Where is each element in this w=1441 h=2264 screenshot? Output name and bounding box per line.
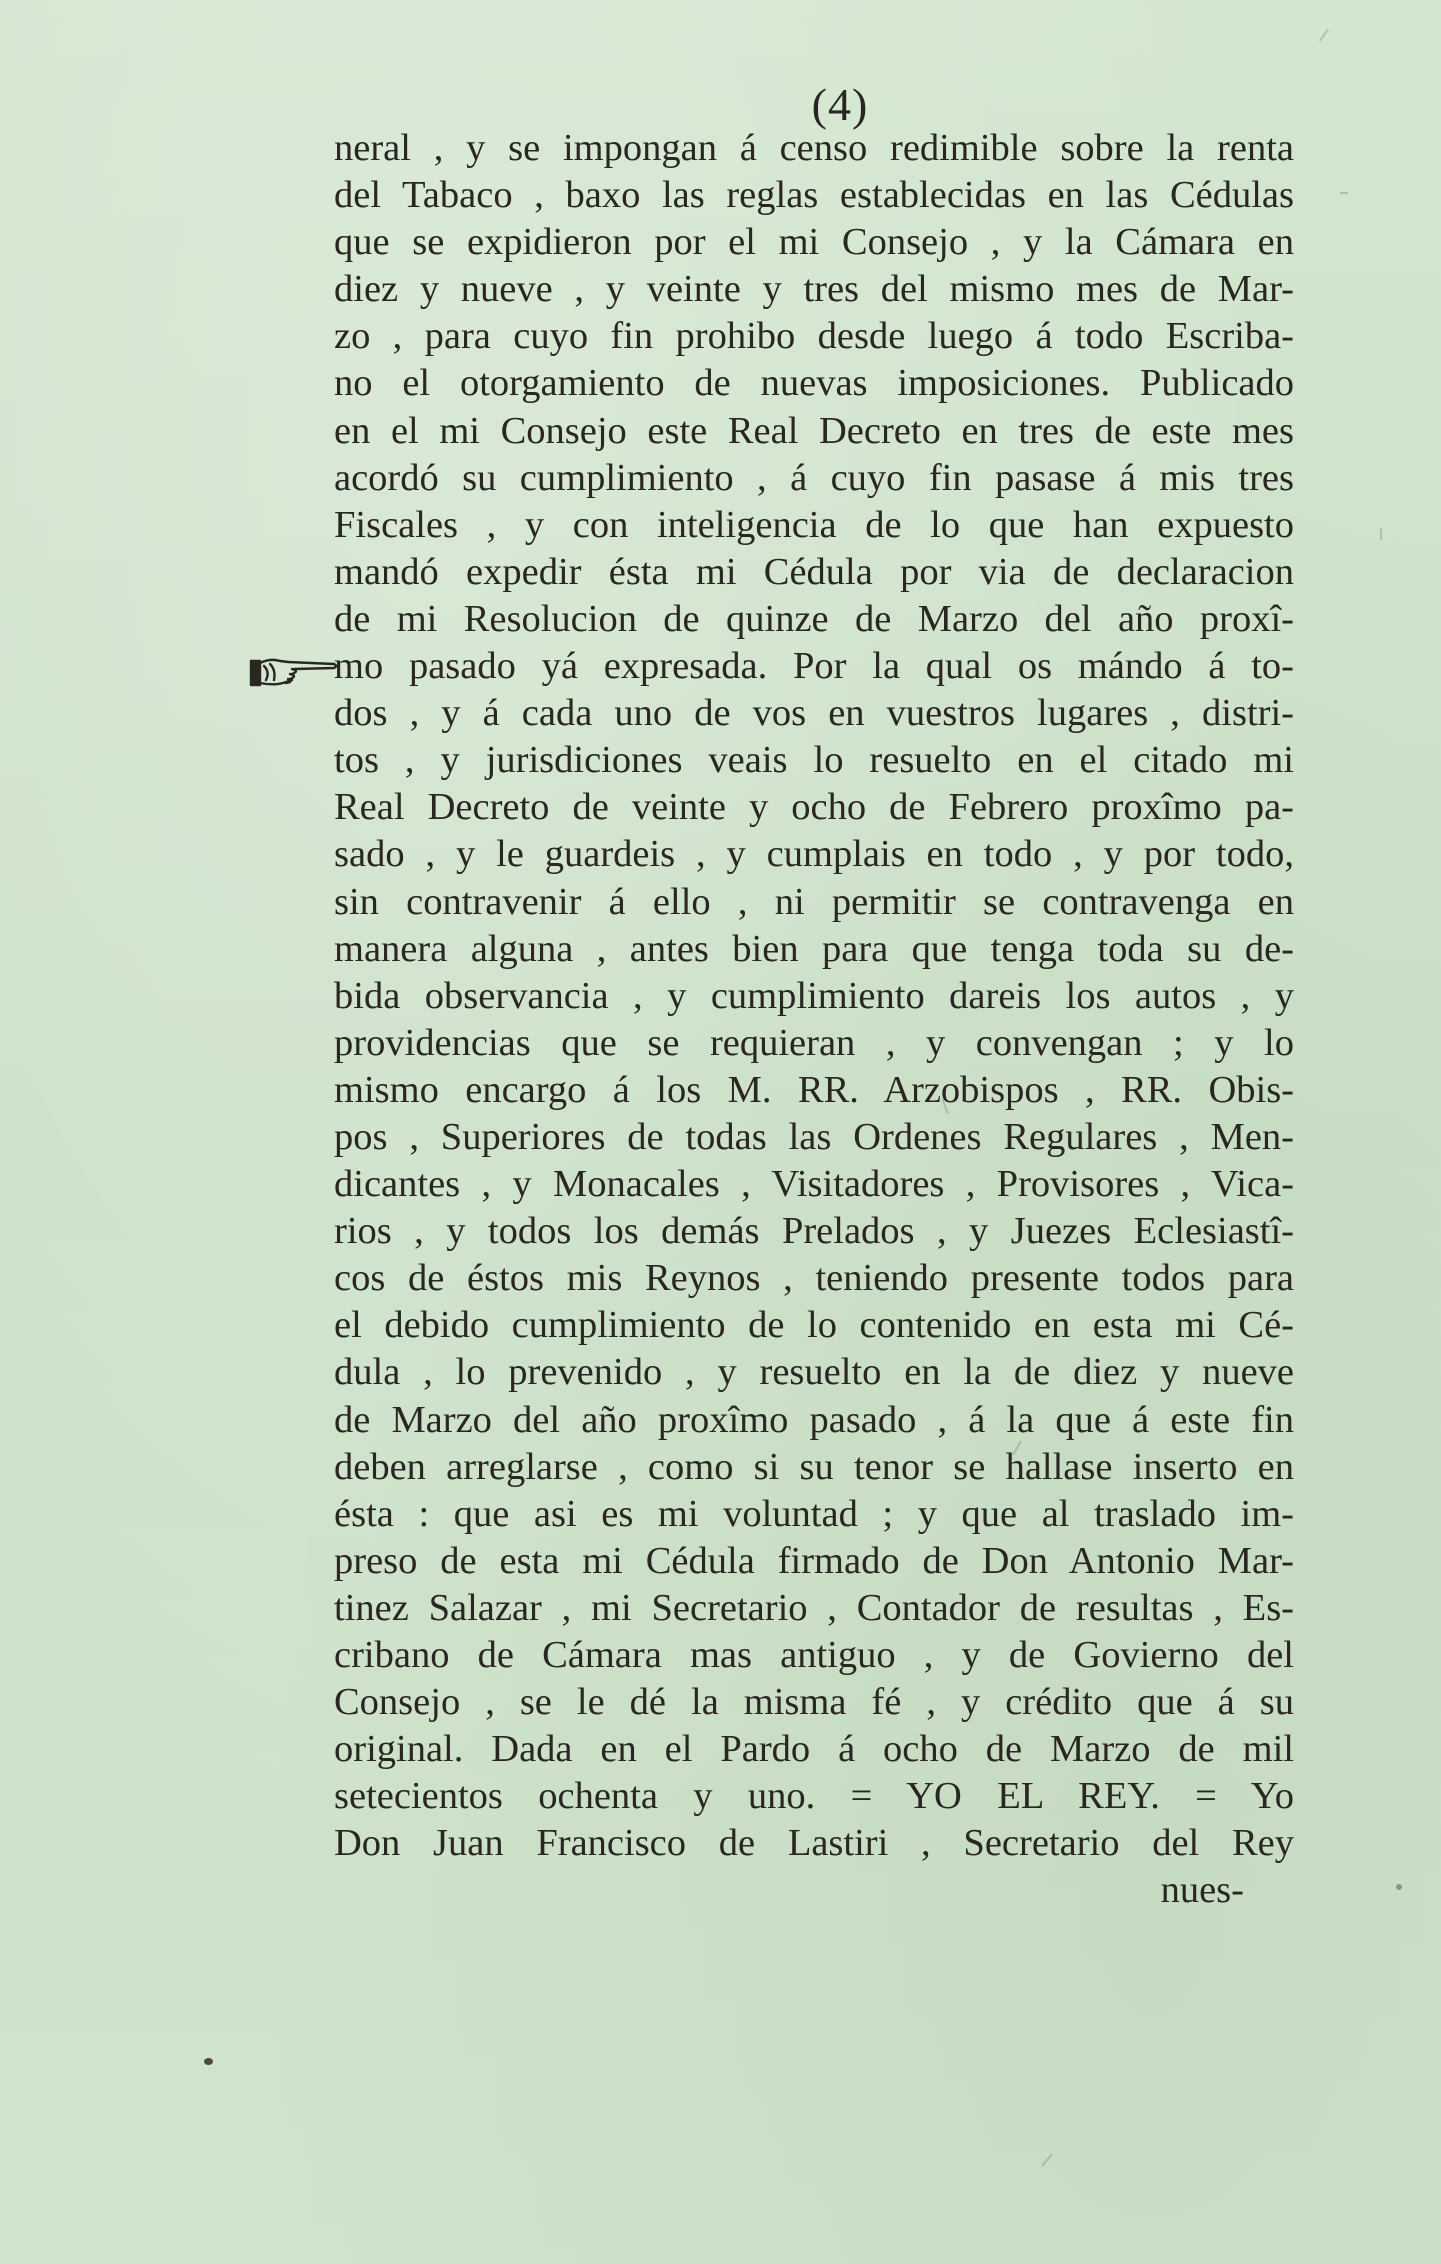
text-line: de Marzo del año proxîmo pasado , á la que á este fin <box>334 1398 1294 1441</box>
text-line: acordó su cumplimiento , á cuyo fin pasase á mis tres <box>334 456 1294 499</box>
text-line: pos , Superiores de todas las Ordenes Regulares , Men- <box>334 1115 1294 1158</box>
text-line: diez y nueve , y veinte y tres del mismo mes de Mar- <box>334 268 1294 311</box>
text-line: tos , y jurisdiciones veais lo resuelto en el citado mi <box>334 739 1294 782</box>
text-line: deben arreglarse , como si su tenor se hallase inserto en <box>334 1445 1294 1488</box>
text-line: tinez Salazar , mi Secretario , Contador de resultas , Es- <box>334 1586 1294 1629</box>
text-line: dicantes , y Monacales , Visitadores , Provisores , Vica- <box>334 1163 1294 1206</box>
text-line: el debido cumplimiento de lo contenido en esta mi Cé- <box>334 1304 1294 1347</box>
text-line: cribano de Cámara mas antiguo , y de Govierno del <box>334 1634 1294 1676</box>
paper-blemish <box>1340 192 1348 194</box>
text-line: zo , para cuyo fin prohibo desde luego á todo Escriba- <box>334 315 1294 358</box>
text-line: sado , y le guardeis , y cumplais en todo , y por todo, <box>334 833 1294 876</box>
text-line: mismo encargo á los M. RR. Arzobispos , RR. Obis- <box>334 1068 1294 1111</box>
paper-blemish <box>1041 2153 1053 2167</box>
page-number: (4) <box>811 79 869 130</box>
text-line: mandó expedir ésta mi Cédula por via de declaracion <box>334 550 1294 593</box>
text-line: del Tabaco , baxo las reglas establecidas en las Cédulas <box>334 174 1294 217</box>
paper-blemish <box>1396 1884 1402 1890</box>
text-line: setecientos ochenta y uno. = YO EL REY. = Yo <box>334 1775 1294 1818</box>
text-line: neral , y se impongan á censo redimible sobre la renta <box>334 127 1294 169</box>
text-line: providencias que se requieran , y convengan ; y lo <box>334 1021 1294 1064</box>
catchword: nues- <box>1160 1869 1244 1912</box>
text-line: Consejo , se le dé la misma fé , y crédito que á su <box>334 1681 1294 1724</box>
text-line: sin contravenir á ello , ni permitir se contravenga en <box>334 880 1294 923</box>
text-line: original. Dada en el Pardo á ocho de Marzo de mil <box>334 1728 1294 1771</box>
text-line: dos , y á cada uno de vos en vuestros lugares , distri- <box>334 692 1294 735</box>
text-line: Fiscales , y con inteligencia de lo que han expuesto <box>334 503 1294 546</box>
text-line: no el otorgamiento de nuevas imposiciones. Publicado <box>334 362 1294 405</box>
text-line: preso de esta mi Cédula firmado de Don Antonio Mar- <box>334 1539 1294 1582</box>
text-line: en el mi Consejo este Real Decreto en tres de este mes <box>334 409 1294 452</box>
text-line: Don Juan Francisco de Lastiri , Secretario del Rey <box>334 1822 1294 1865</box>
text-line: manera alguna , antes bien para que tenga toda su de- <box>334 927 1294 970</box>
body-text <box>334 125 1294 1915</box>
text-line: que se expidieron por el mi Consejo , y la Cámara en <box>334 221 1294 264</box>
paper-blemish <box>1319 29 1329 42</box>
pointing-hand-icon <box>248 652 340 692</box>
text-line: ésta : que asi es mi voluntad ; y que al traslado im- <box>334 1492 1294 1535</box>
text-line: de mi Resolucion de quinze de Marzo del año proxî- <box>334 597 1294 640</box>
ink-spot <box>204 2058 213 2065</box>
text-line: Real Decreto de veinte y ocho de Febrero proxîmo pa- <box>334 786 1294 829</box>
text-line: bida observancia , y cumplimiento dareis los autos , y <box>334 974 1294 1017</box>
text-line: cos de éstos mis Reynos , teniendo presente todos para <box>334 1257 1294 1300</box>
text-line: dula , lo prevenido , y resuelto en la de diez y nueve <box>334 1351 1294 1394</box>
text-line: mo pasado yá expresada. Por la qual os mándo á to- <box>334 645 1294 688</box>
text-line: rios , y todos los demás Prelados , y Juezes Eclesiastî- <box>334 1210 1294 1253</box>
paper-blemish <box>1380 528 1382 540</box>
